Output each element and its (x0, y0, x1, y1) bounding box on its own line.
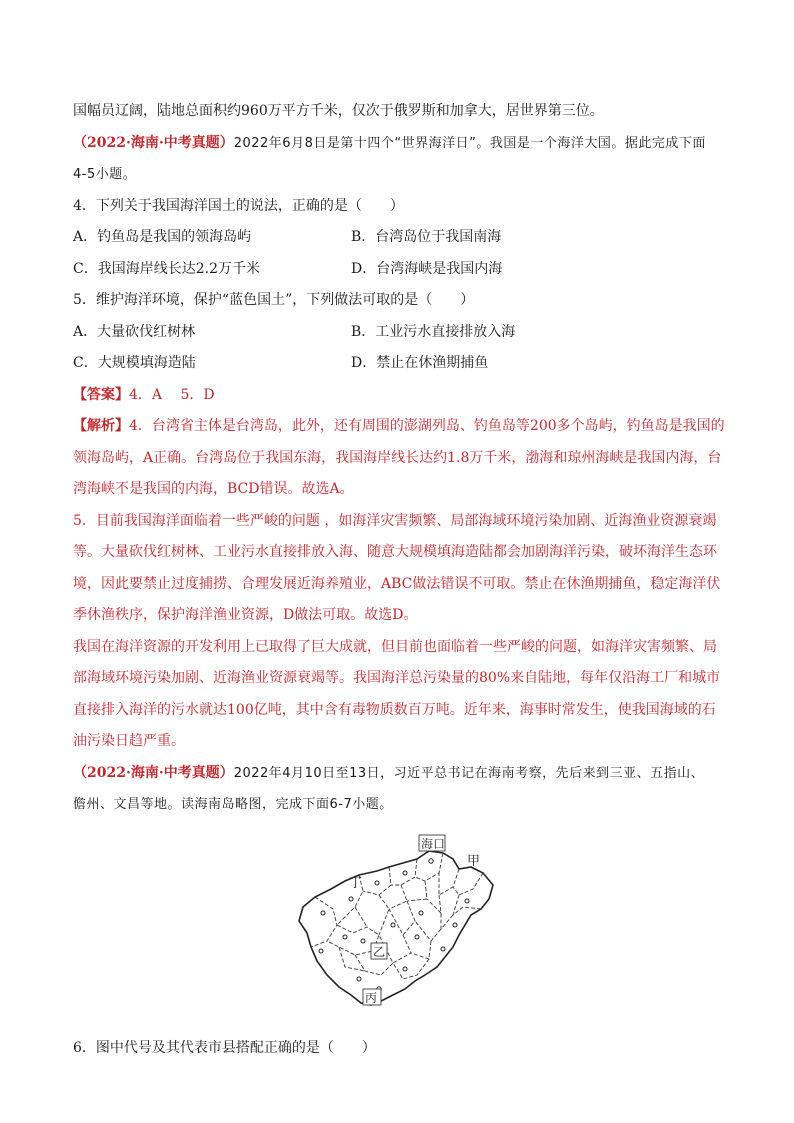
analysis-line-6: 境，因此要禁止过度捕捞、合理发展近海养殖业，ABC做法错误不可取。禁止在休渔期捕鱼，稳定海洋伏 (73, 575, 721, 592)
option-a: A．钓鱼岛是我国的领海岛屿 (73, 229, 252, 245)
analysis-line-7: 季休渔秩序，保护海洋渔业资源，D做法可取。故选D。 (73, 607, 418, 623)
option-a: A．大量砍伐红树林 (73, 323, 196, 340)
question-4-options-row2 (73, 254, 725, 286)
analysis-line-11: 油污染日趋严重。 (73, 733, 185, 749)
answer-label: 【答案】 (73, 386, 129, 403)
question-5-options-row2 (73, 348, 725, 380)
analysis-line-9: 部海域环境污染加剧、近海渔业资源衰竭等。我国海洋总污染量的80%来自陆地，每年仅沿海工厂和城市 (73, 670, 721, 686)
hainan-island-map (293, 829, 503, 1024)
option-c: C．大规模填海造陆 (73, 355, 196, 371)
analysis-text: 4．台湾省主体是台湾岛，此外，还有周围的澎湖列岛、钓鱼岛等200多个岛屿，钓鱼岛是我国的 (129, 418, 725, 434)
question-context-4-5 (73, 128, 725, 160)
label-yi: 乙 (373, 944, 386, 959)
question-4-stem: 4．下列关于我国海洋国土的说法，正确的是（ ） (73, 197, 404, 214)
label-ding: 丁 (349, 875, 363, 891)
context-text: 2022年6月8日是第十四个“世界海洋日”。我国是一个海洋大国。据此完成下面 (233, 135, 706, 151)
document-page (73, 96, 725, 1064)
question-5-stem: 5．维护海洋环境，保护“蓝色国土”，下列做法可取的是（ ） (73, 292, 475, 308)
analysis-line-5: 等。大量砍伐红树林、工业污水直接排放入海、随意大规模填海造陆都会加剧海洋污染，破坏海洋生态环 (73, 544, 717, 560)
intro-line: 国幅员辽阔，陆地总面积约960万平方千米，仅次于俄罗斯和加拿大，居世界第三位。 (73, 103, 604, 119)
option-d: D．禁止在休渔期捕鱼 (351, 355, 489, 371)
analysis-line-10: 直接排入海洋的污水就达100亿吨，其中含有毒物质数百万吨。近年来，海事时常发生，使我国海域的石 (73, 701, 716, 718)
label-jia: 甲 (467, 853, 481, 869)
source-tag: （2022·海南·中考真题） (73, 764, 234, 781)
hainan-map-figure (73, 821, 725, 1031)
option-c: C．我国海岸线长达2.2万千米 (73, 260, 260, 277)
context-text-cont: 4-5小题。 (73, 167, 137, 182)
option-d: D．台湾海峡是我国内海 (351, 260, 503, 277)
question-context-6-7 (73, 758, 725, 790)
analysis-line-8: 我国在海洋资源的开发利用上已取得了巨大成就，但目前也面临着一些严峻的问题，如海洋灾害频繁、局 (73, 638, 717, 655)
context-text-cont: 儋州、文昌等地。读海南岛略图，完成下面6-7小题。 (73, 797, 393, 812)
option-b: B．台湾岛位于我国南海 (351, 229, 502, 245)
analysis-label: 【解析】 (73, 418, 129, 434)
context-text: 2022年4月10日至13日，习近平总书记在海南考察，先后来到三亚、五指山、 (233, 765, 705, 781)
answer-text: 4．A 5．D (129, 386, 215, 403)
label-haikou: 海口 (421, 836, 446, 851)
island-outline (299, 851, 493, 1005)
label-bing: 丙 (365, 990, 378, 1005)
analysis-line-4: 5．目前我国海洋面临着一些严峻的问题 ，如海洋灾害频繁、局部海域环境污染加剧、近海渔业资源衰竭 (73, 512, 717, 529)
analysis-line-1 (73, 411, 725, 443)
option-b: B．工业污水直接排放入海 (351, 323, 516, 340)
analysis-line-3: 湾海峡不是我国的内海，BCD错误。故选A。 (73, 481, 354, 497)
answer-line (73, 380, 725, 412)
analysis-line-2: 领海岛屿，A正确。台湾岛位于我国东海，我国海岸线长达约1.8万千米，渤海和琼州海峡是我国内海，台 (73, 449, 722, 466)
question-4-options-row1 (73, 222, 725, 254)
question-6-stem: 6．图中代号及其代表市县搭配正确的是（ ） (73, 1039, 376, 1056)
question-5-options-row1 (73, 317, 725, 349)
source-tag: （2022·海南·中考真题） (73, 134, 234, 151)
